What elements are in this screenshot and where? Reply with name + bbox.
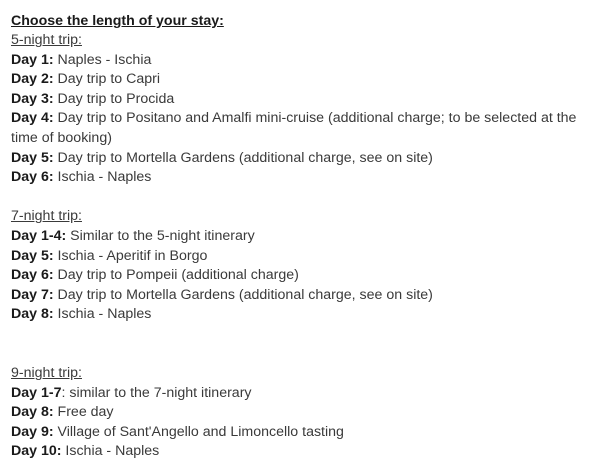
itinerary-item: [11, 51, 589, 71]
itinerary-item: [11, 442, 589, 462]
day-label: Day 1-4:: [11, 227, 67, 244]
day-label: Day 5:: [11, 149, 54, 166]
day-description: Day trip to Mortella Gardens (additional charge, see on site): [53, 286, 433, 303]
section-label-9-night: 9-night trip:: [11, 365, 82, 382]
day-description: Naples - Ischia: [53, 51, 152, 68]
day-label: Day 1:: [11, 51, 54, 68]
section-5-night: [11, 31, 589, 188]
day-label: Day 4:: [11, 110, 54, 127]
day-description: Free day: [53, 404, 114, 421]
day-label: Day 10:: [11, 443, 62, 460]
day-label: Day 3:: [11, 90, 54, 107]
day-description: Ischia - Naples: [53, 169, 152, 186]
spacer: [11, 325, 589, 364]
itinerary-item: [11, 247, 589, 267]
page-heading: Choose the length of your stay:: [11, 13, 224, 29]
itinerary-item: [11, 403, 589, 423]
day-label: Day 8:: [11, 306, 54, 323]
itinerary-item: [11, 384, 589, 404]
day-description: Day trip to Procida: [53, 90, 175, 107]
section-label-7-night: 7-night trip:: [11, 208, 82, 225]
section-9-night: [11, 364, 589, 462]
itinerary-item: [11, 70, 589, 90]
day-label: Day 2:: [11, 71, 54, 88]
day-label: Day 9:: [11, 423, 54, 440]
day-label: Day 6:: [11, 169, 54, 186]
day-description: : similar to the 7-night itinerary: [61, 384, 252, 401]
day-description: Village of Sant'Angello and Limoncello tasting: [53, 423, 344, 440]
itinerary-item: [11, 109, 589, 148]
day-description: Ischia - Naples: [61, 443, 160, 460]
itinerary-item: [11, 423, 589, 443]
day-label: Day 1-7: [11, 384, 62, 401]
day-label: Day 5:: [11, 247, 54, 264]
spacer: [11, 188, 589, 208]
day-description: Day trip to Mortella Gardens (additional charge, see on site): [53, 149, 433, 166]
day-description: Ischia - Aperitif in Borgo: [53, 247, 208, 264]
itinerary-item: [11, 227, 589, 247]
itinerary-item: [11, 286, 589, 306]
itinerary-item: [11, 90, 589, 110]
itinerary-item: [11, 168, 589, 188]
section-7-night: [11, 207, 589, 325]
day-description: Similar to the 5-night itinerary: [66, 227, 255, 244]
day-description: Day trip to Pompeii (additional charge): [53, 267, 299, 284]
section-label-5-night: 5-night trip:: [11, 32, 82, 48]
itinerary-item: [11, 305, 589, 325]
day-label: Day 6:: [11, 267, 54, 284]
day-label: Day 7:: [11, 286, 54, 303]
itinerary-item: [11, 149, 589, 169]
day-label: Day 8:: [11, 404, 54, 421]
day-description: Day trip to Capri: [53, 71, 161, 88]
day-description: Ischia - Naples: [53, 306, 152, 323]
day-description: Day trip to Positano and Amalfi mini-cruise (additional charge; to be selected at the time of booking): [11, 110, 577, 146]
itinerary-item: [11, 266, 589, 286]
